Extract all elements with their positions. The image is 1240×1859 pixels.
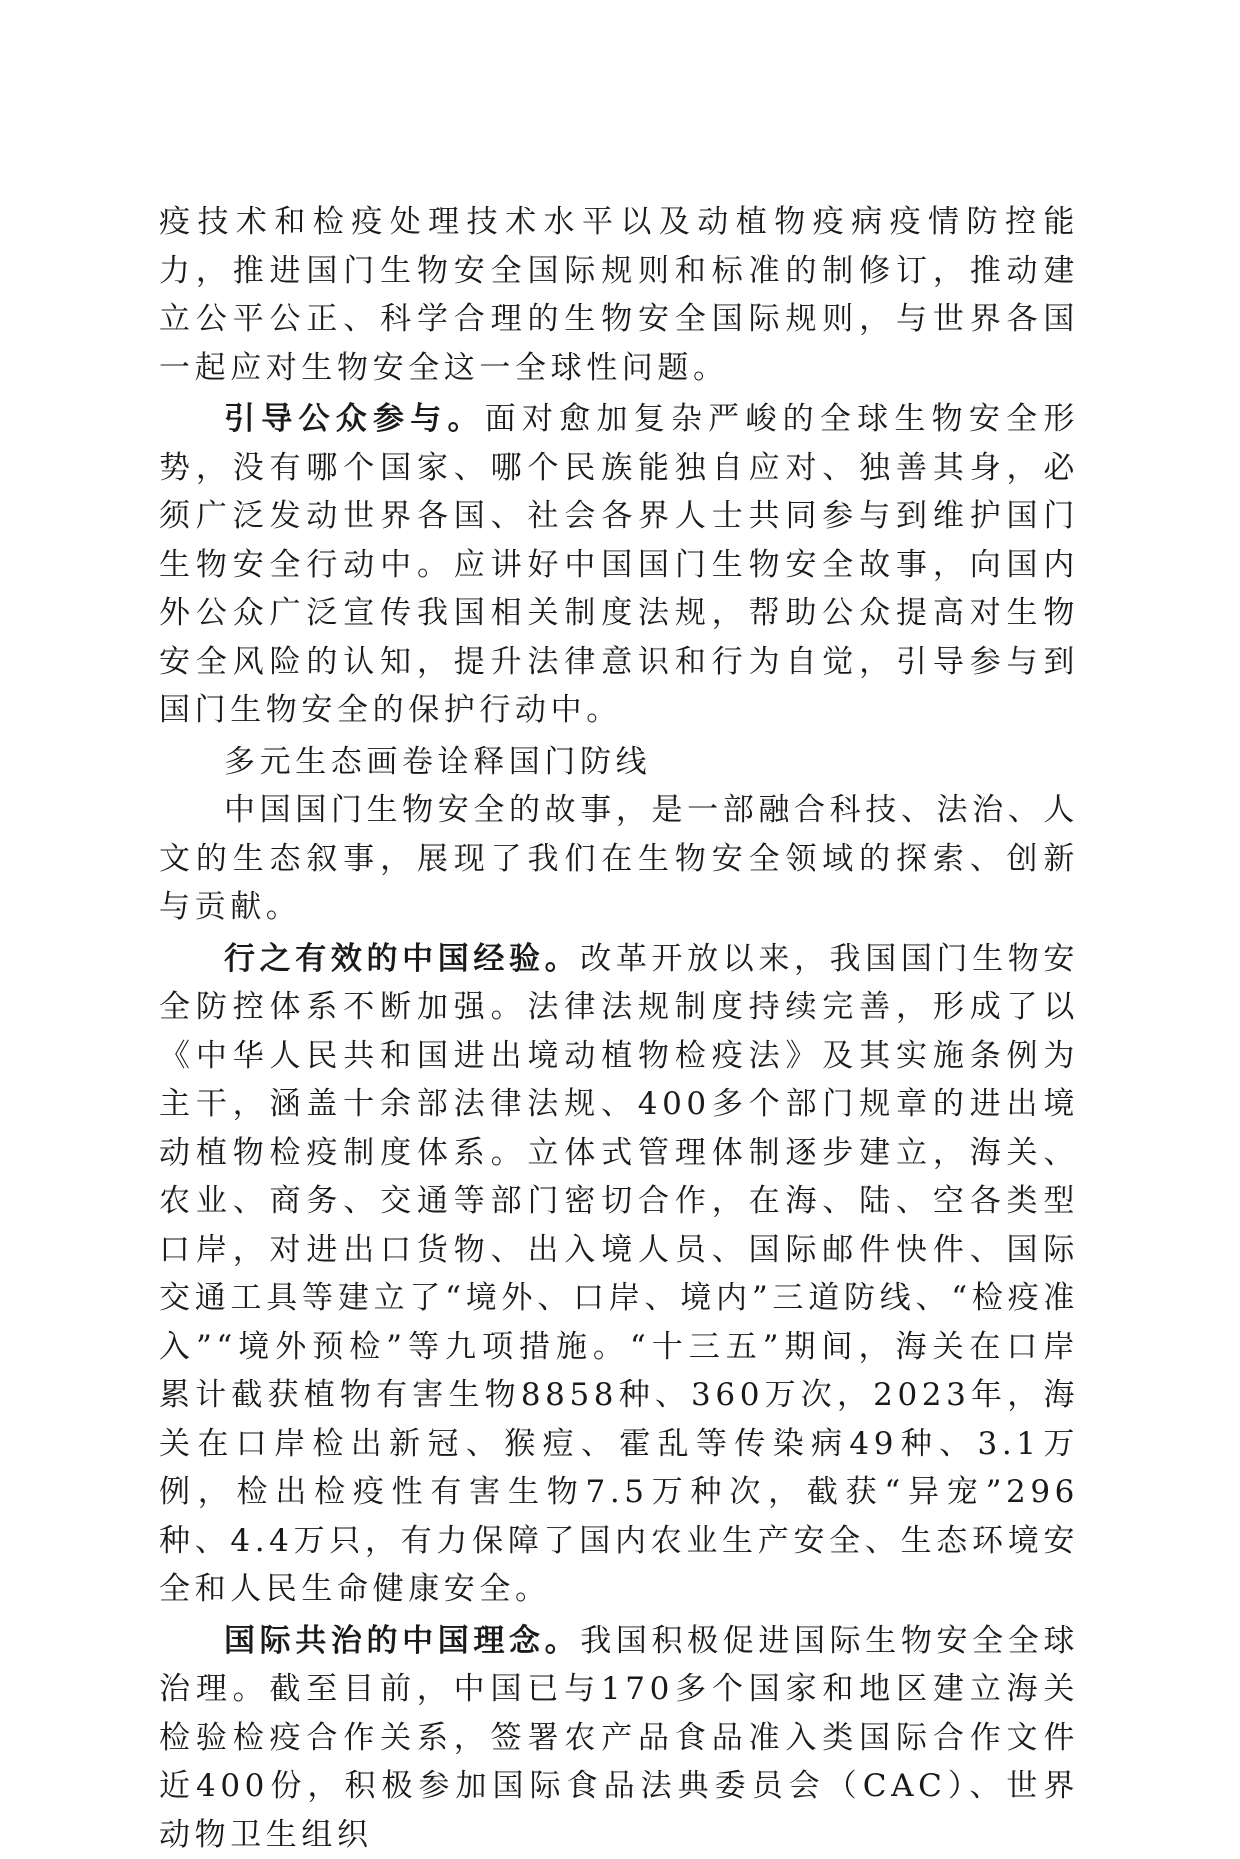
paragraph-lead: 行之有效的中国经验。: [224, 941, 580, 977]
paragraph-text: 改革开放以来，我国国门生物安全防控体系不断加强。法律法规制度持续完善，形成了以《中华人民共和国进出境动植物检疫法》及其实施条例为主干，涵盖十余部法律法规、400多个部门规章的进出境动植物检疫制度体系。立体式管理体制逐步建立，海关、农业、商务、交通等部门密切合作，在海、陆、空各类型口岸，对进出口货物、出入境人员、国际邮件快件、国际交通工具等建立了“境外、口岸、境内”三道防线、“检疫准入”“境外预检”等九项措施。“十三五”期间，海关在口岸累计截获植物有害生物8858种、360万次，2023年，海关在口岸检出新冠、猴痘、霍乱等传染病49种、3.1万例，检出检疫性有害生物7.5万种次，截获“异宠”296种、4.4万只，有力保障了国内农业生产安全、生态环境安全和人民生命健康安全。: [159, 941, 1079, 1608]
paragraph-text: 面对愈加复杂严峻的全球生物安全形势，没有哪个国家、哪个民族能独自应对、独善其身，必须广泛发动世界各国、社会各界人士共同参与到维护国门生物安全行动中。应讲好中国国门生物安全故事，向国内外公众广泛宣传我国相关制度法规，帮助公众提高对生物安全风险的认知，提升法律意识和行为自觉，引导参与到国门生物安全的保护行动中。: [159, 401, 1079, 728]
paragraph-public-participation: [159, 395, 1079, 735]
paragraph-lead: 国际共治的中国理念。: [224, 1623, 580, 1659]
paragraph-text: 我国积极促进国际生物安全全球治理。截至目前，中国已与170多个国家和地区建立海关检验检疫合作关系，签署农产品食品准入类国际合作文件近400份，积极参加国际食品法典委员会（CAC）、世界动物卫生组织: [159, 1623, 1079, 1853]
paragraph-continuation: [159, 198, 1079, 392]
paragraph-global-governance: [159, 1617, 1079, 1859]
paragraph-intro: [159, 786, 1079, 932]
paragraph-lead: 引导公众参与。: [224, 401, 485, 437]
paragraph-text: 疫技术和检疫处理技术水平以及动植物疫病疫情防控能力，推进国门生物安全国际规则和标准的制修订，推动建立公平公正、科学合理的生物安全国际规则，与世界各国一起应对生物安全这一全球性问题。: [159, 204, 1079, 386]
section-heading: 多元生态画卷诠释国门防线: [159, 738, 1079, 787]
paragraph-text: 中国国门生物安全的故事，是一部融合科技、法治、人文的生态叙事，展现了我们在生物安全领域的探索、创新与贡献。: [159, 792, 1079, 925]
paragraph-china-experience: [159, 935, 1079, 1614]
document-page: [159, 198, 1079, 1859]
